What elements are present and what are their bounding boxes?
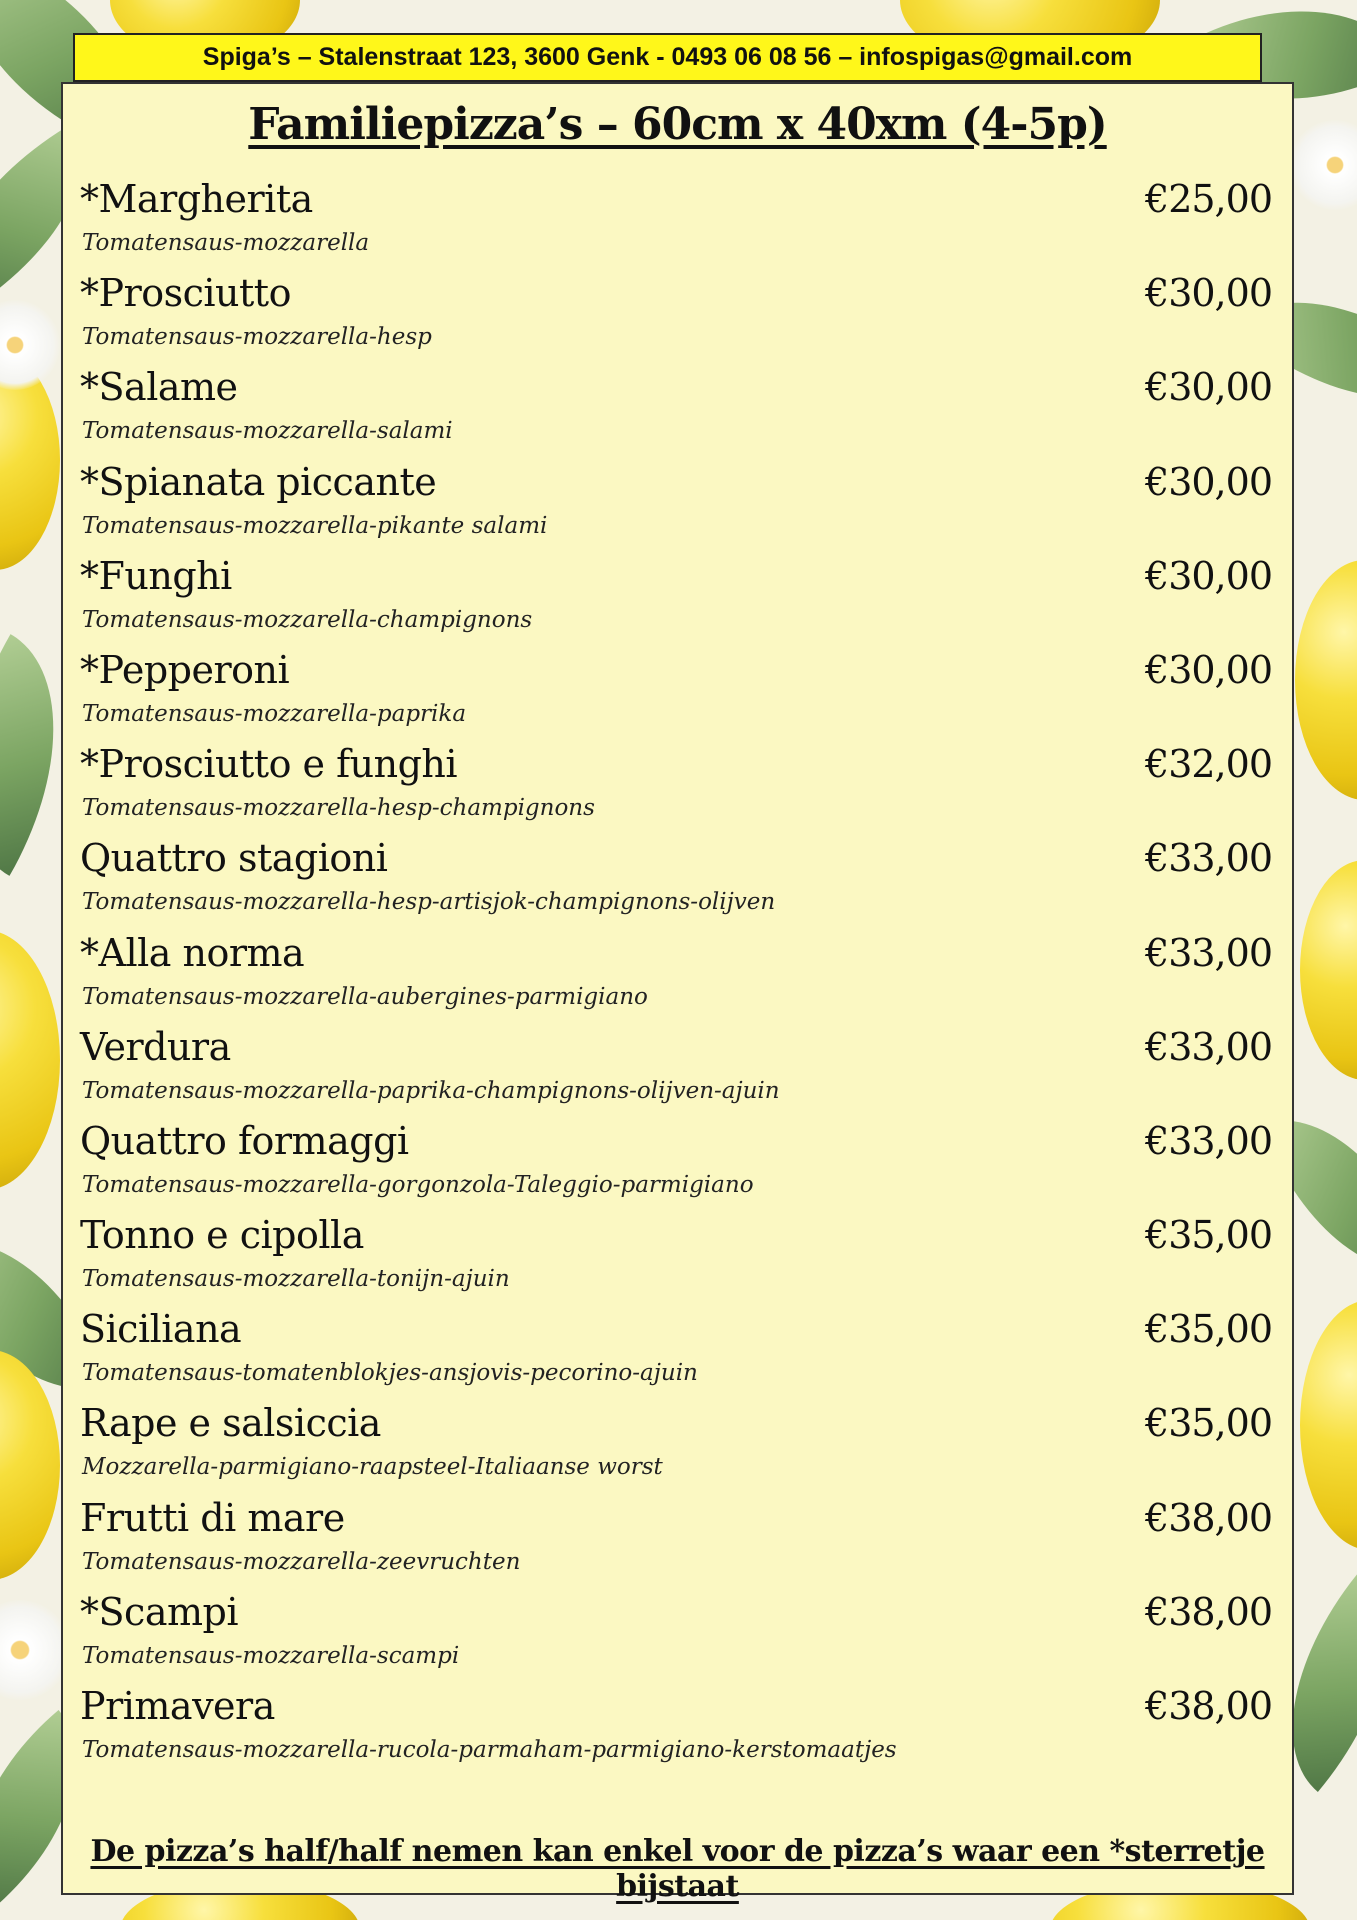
item-name: Siciliana — [80, 1307, 242, 1352]
item-price: €25,00 — [1145, 177, 1272, 221]
menu-panel — [61, 82, 1294, 1904]
lemon-decoration — [1295, 560, 1357, 800]
item-description: Tomatensaus-mozzarella-scampi — [82, 1642, 460, 1669]
item-name: Verdura — [80, 1024, 231, 1069]
menu-item — [80, 1589, 1272, 1686]
item-name: *Pepperoni — [80, 647, 290, 692]
blossom-decoration — [0, 1600, 70, 1700]
item-description: Tomatensaus-tomatenblokjes-ansjovis-pecorino-ajuin — [82, 1360, 698, 1387]
item-price: €35,00 — [1145, 1307, 1272, 1352]
contact-line: Spiga’s – Stalenstraat 123, 3600 Genk - 0493 06 08 56 – infospigas@gmail.com — [202, 43, 1133, 71]
item-description: Tomatensaus-mozzarella-zeevruchten — [82, 1548, 521, 1575]
item-description: Tomatensaus-mozzarella-hesp-artisjok-champignons-olijven — [82, 889, 776, 916]
item-price: €38,00 — [1145, 1684, 1272, 1728]
item-price: €33,00 — [1145, 1118, 1272, 1163]
item-price: €33,00 — [1145, 1024, 1272, 1069]
item-description: Tomatensaus-mozzarella-paprika-champignons-olijven-ajuin — [82, 1077, 780, 1104]
item-description: Tomatensaus-mozzarella-paprika — [82, 700, 467, 727]
item-description: Tomatensaus-mozzarella-hesp-champignons — [82, 795, 595, 822]
item-description: Tomatensaus-mozzarella-rucola-parmaham-parmigiano-kerstomaatjes — [82, 1737, 897, 1763]
item-name: *Alla norma — [80, 930, 305, 975]
contact-banner — [73, 33, 1262, 82]
lemon-decoration — [0, 930, 60, 1190]
item-name: *Margherita — [80, 177, 313, 221]
item-name: *Prosciutto — [80, 271, 291, 316]
item-name: Frutti di mare — [80, 1495, 345, 1540]
item-price: €30,00 — [1145, 647, 1272, 692]
item-price: €32,00 — [1145, 742, 1272, 787]
menu-item — [80, 744, 1272, 838]
item-price: €33,00 — [1145, 930, 1272, 975]
item-description: Tomatensaus-mozzarella-tonijn-ajuin — [82, 1266, 510, 1293]
item-name: Tonno e cipolla — [80, 1213, 364, 1258]
item-description: Tomatensaus-mozzarella-hesp — [82, 324, 432, 351]
item-name: Primavera — [80, 1684, 275, 1728]
menu-item — [80, 1309, 1272, 1403]
menu-item — [80, 1024, 1272, 1121]
item-price: €38,00 — [1145, 1589, 1272, 1634]
item-name: *Spianata piccante — [80, 459, 437, 504]
menu-title: Familiepizza’s – 60cm x 40xm (4-5p) — [248, 99, 1107, 150]
item-price: €30,00 — [1145, 365, 1272, 410]
item-price: €35,00 — [1145, 1401, 1272, 1446]
menu-item — [80, 930, 1272, 1027]
item-description: Tomatensaus-mozzarella-salami — [82, 418, 453, 445]
item-name: Rape e salsiccia — [80, 1401, 381, 1446]
item-price: €30,00 — [1145, 459, 1272, 504]
menu-item — [80, 1215, 1272, 1309]
item-name: *Funghi — [80, 553, 232, 598]
lemon-decoration — [1300, 1300, 1357, 1550]
item-description: Tomatensaus-mozzarella-aubergines-parmigiano — [82, 983, 648, 1010]
item-price: €30,00 — [1145, 271, 1272, 316]
item-price: €30,00 — [1145, 553, 1272, 598]
item-name: Quattro stagioni — [80, 836, 388, 881]
menu-item — [80, 459, 1272, 556]
menu-item — [80, 179, 1272, 273]
menu-item — [80, 1118, 1272, 1215]
item-description: Mozzarella-parmigiano-raapsteel-Italiaanse worst — [82, 1454, 663, 1481]
item-description: Tomatensaus-mozzarella-pikante salami — [82, 512, 548, 539]
menu-item — [80, 838, 1272, 932]
menu-items-list — [80, 179, 1272, 1780]
item-price: €38,00 — [1145, 1495, 1272, 1540]
item-name: Quattro formaggi — [80, 1118, 409, 1163]
menu-item — [80, 647, 1272, 744]
blossom-decoration — [1290, 120, 1357, 210]
item-price: €33,00 — [1145, 836, 1272, 881]
lemon-decoration — [0, 1350, 60, 1580]
item-name: *Scampi — [80, 1589, 238, 1634]
item-description: Tomatensaus-mozzarella-gorgonzola-Taleggio-parmigiano — [82, 1171, 754, 1198]
blossom-decoration — [0, 300, 60, 390]
menu-item — [80, 273, 1272, 367]
menu-item — [80, 1403, 1272, 1497]
item-name: *Salame — [80, 365, 238, 410]
item-description: Tomatensaus-mozzarella-champignons — [82, 606, 533, 633]
menu-item — [80, 1495, 1272, 1592]
menu-item — [80, 367, 1272, 461]
item-price: €35,00 — [1145, 1213, 1272, 1258]
half-half-note: De pizza’s half/half nemen kan enkel voor de pizza’s waar een *sterretje bijstaat — [90, 1834, 1265, 1904]
item-description: Tomatensaus-mozzarella — [82, 230, 370, 256]
menu-item — [80, 1686, 1272, 1780]
lemon-decoration — [1300, 860, 1357, 1080]
menu-item — [80, 553, 1272, 650]
item-name: *Prosciutto e funghi — [80, 742, 458, 787]
